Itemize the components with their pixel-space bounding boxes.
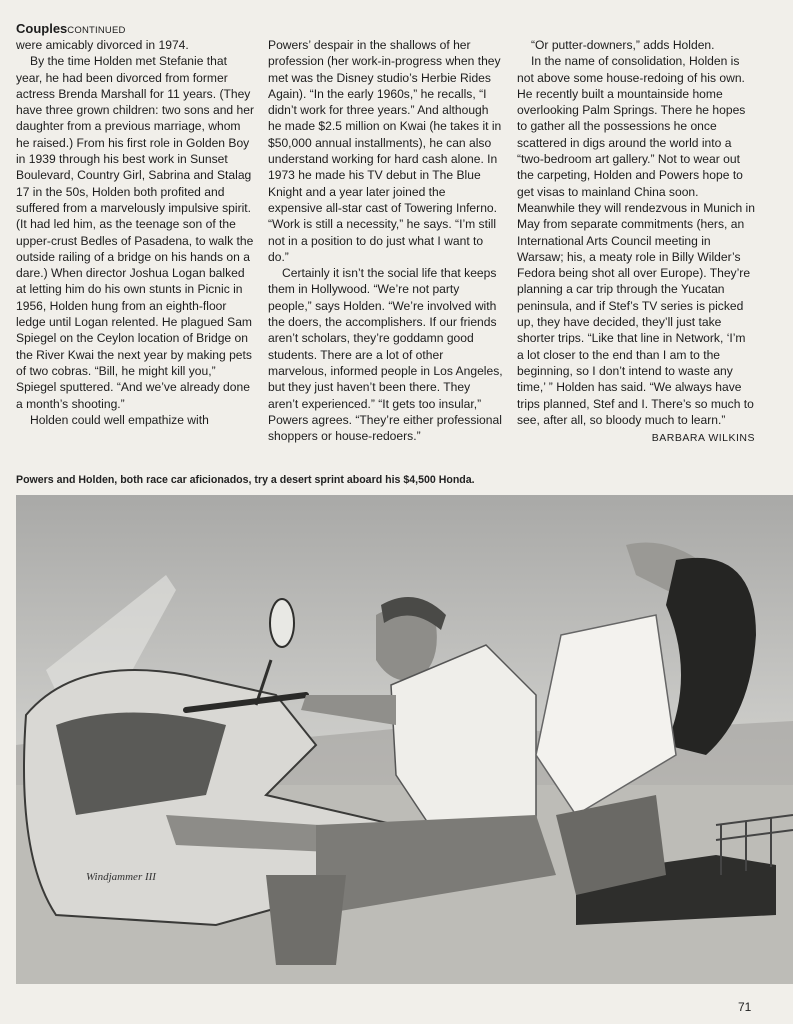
paragraph: Certainly it isn’t the social life that keeps them in Hollywood. “We’re not party people,” says Holden. “We’re involved with the doers, the accomplishers. If our friends aren’t scholars, they’re goddamn good students. There are a lot of other marvelous, informed people in Los Angeles, but they just haven’t been there. They aren’t experienced.” “It gets too insular,” Powers agrees. “They’re either professional shoppers or house-redoers.” (268, 266, 503, 444)
continued-label: CONTINUED (67, 25, 126, 36)
paragraph-text: In the name of consolidation, Holden is not above some house-redoing of his own. He recently built a mountainside home overlooking Palm Springs. There he hopes to gather all the possessions he once scattered in digs around the world into a “two-bedroom art gallery.” Not to wear out the carpeting, Holden and Powers hope to get visas to mainland China soon. Meanwhile they will rendezvous in Munich in May from separate commitments (hers, an International Arts Council meeting in Warsaw; his, a meaty role in Billy Wilder’s Fedora being shot all over Europe). They’re planning a car trip through the Yucatan peninsula, and if Stef’s TV series is picked up, they have decided, they’ll just take shorter trips. “Like that line in Network, ‘I’m a lot closer to the end than I am to the beginning, so I don’t intend to waste any time,’ ” Holden has said. “We always have trips planned, Stef and I. There’s so much to see, after all, so bloody much to learn.” (517, 54, 755, 427)
driver-leg-shape (266, 875, 346, 965)
paragraph: Holden could well empathize with (30, 412, 209, 427)
section-title: Couples (16, 21, 68, 36)
paragraph: were amicably divorced in 1974. (16, 38, 189, 52)
motorcycle-photo (16, 495, 793, 984)
photo-illustration (16, 495, 793, 984)
driver-arm-shape (301, 695, 396, 725)
paragraph: By the time Holden met Stefanie that year, he had been divorced from former actress Brenda Marshall for 11 years. (They have three grown children: two sons and her daughter from a previous marriage, whom he raised.) From his first role in Golden Boy in 1939 through his best work in Sunset Boulevard, Country Girl, Sabrina and Stalag 17 in the 50s, Holden both profited and suffered from a marvelously impulsive spirit. (It had led him, as the teenage son of the upper-crust Bedles of Pasadena, to walk the outside railing of a bridge on his hands on a dare.) When director Joshua Logan balked at letting him do his own stunts in Picnic in 1956, Holden hung from an eighth-floor ledge until Logan relented. He plagued Sam Spiegel on the Ceylon location of Bridge on the River Kwai the next year by making pets of two cobras. “Bill, he might kill you,” Spiegel sputtered. “And we’ve already done a month’s shooting.” (16, 54, 254, 411)
article-column-2 (268, 37, 503, 444)
motorcycle-badge: Windjammer III (86, 871, 156, 883)
paragraph (517, 53, 755, 445)
paragraph: “Or putter-downers,” adds Holden. (531, 38, 715, 52)
article-column-1 (16, 37, 254, 428)
byline: BARBARA WILKINS (651, 432, 755, 445)
mirror-shape (270, 599, 294, 647)
section-header (16, 22, 126, 38)
page-number: 71 (738, 1000, 752, 1014)
paragraph: Powers’ despair in the shallows of her profession (her work-in-progress when they met was the Disney studio’s Herbie Rides Again). “In the early 1960s,” he recalls, “I didn’t work for three years.” And although he made $2.5 million on Kwai (he takes it in $50,000 annual installments), he can also understand working for hard cash alone. In 1973 he made his TV debut in The Blue Knight and a year later joined the expensive all-star cast of Towering Inferno. “Work is still a necessity,” he says. “I’m still not in a position to do just what I want to do.” (268, 38, 502, 264)
article-column-3 (517, 37, 755, 446)
photo-caption: Powers and Holden, both race car aficionados, try a desert sprint aboard his $4,500 Honda. (16, 474, 475, 486)
